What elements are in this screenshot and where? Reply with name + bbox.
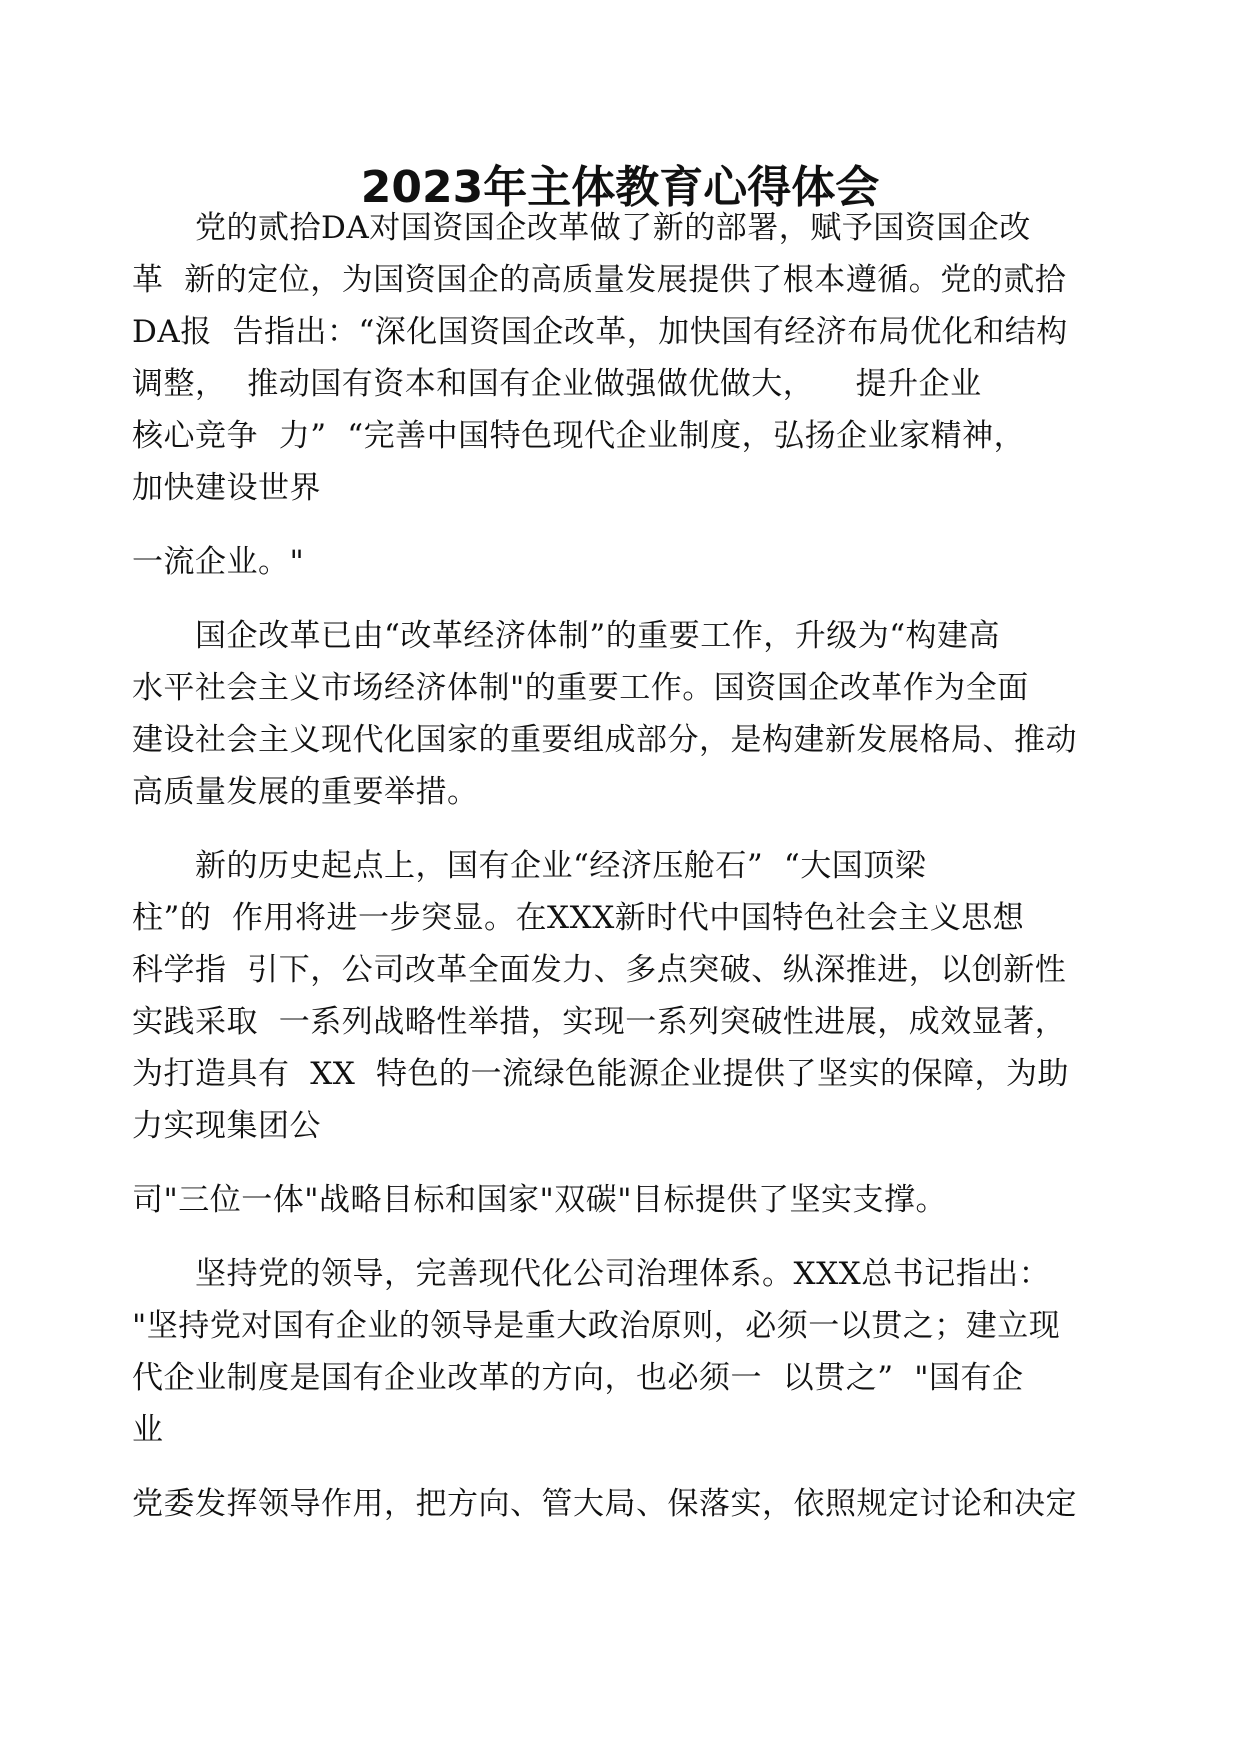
text-line: 加快建设世界 [132, 470, 321, 506]
text-line: 力实现集团公 [132, 1108, 321, 1144]
text-line: DA报 告指出：“深化国资国企改革，加快国有经济布局优化和结构 [132, 314, 1068, 350]
text-line: 一流企业。" [132, 544, 305, 580]
text-line: 国企改革已由“改革经济体制”的重要工作，升级为“构建高 [132, 618, 1001, 654]
text-line: 坚持党的领导，完善现代化公司治理体系。XXX总书记指出： [132, 1256, 1051, 1292]
text-line: 科学指 引下，公司改革全面发力、多点突破、纵深推进，以创新性 [132, 952, 1067, 988]
text-line: 建设社会主义现代化国家的重要组成部分，是构建新发展格局、推动 [132, 722, 1077, 758]
text-line: 实践采取 一系列战略性举措，实现一系列突破性进展，成效显著， [132, 1004, 1067, 1040]
text-line: 水平社会主义市场经济体制"的重要工作。国资国企改革作为全面 [132, 670, 1029, 706]
text-line: 代企业制度是国有企业改革的方向，也必须一 以贯之” "国有企 [132, 1360, 1024, 1396]
text-line: 新的历史起点上，国有企业“经济压舱石” “大国顶梁 [132, 848, 927, 884]
text-line: 核心竞争 力” “完善中国特色现代企业制度，弘扬企业家精神， [132, 418, 1026, 454]
document-title: 2023年主体教育心得体会 [360, 162, 880, 213]
text-line: 为打造具有 XX 特色的一流绿色能源企业提供了坚实的保障，为助 [132, 1056, 1070, 1092]
text-line: 柱”的 作用将进一步突显。在XXX新时代中国特色社会主义思想 [132, 900, 1025, 936]
text-line: 党的贰拾DA对国资国企改革做了新的部署，赋予国资国企改 [132, 210, 1031, 246]
text-line: "坚持党对国有企业的领导是重大政治原则，必须一以贯之；建立现 [132, 1308, 1061, 1344]
text-line: 革 新的定位，为国资国企的高质量发展提供了根本遵循。党的贰拾 [132, 262, 1067, 298]
text-line: 业 [132, 1412, 164, 1448]
text-line: 司"三位一体"战略目标和国家"双碳"目标提供了坚实支撑。 [132, 1182, 948, 1218]
text-line: 调整， 推动国有资本和国有企业做强做优做大， 提升企业 [132, 366, 982, 402]
text-line: 高质量发展的重要举措。 [132, 774, 479, 810]
text-line: 党委发挥领导作用，把方向、管大局、保落实，依照规定讨论和决定 [132, 1486, 1077, 1522]
